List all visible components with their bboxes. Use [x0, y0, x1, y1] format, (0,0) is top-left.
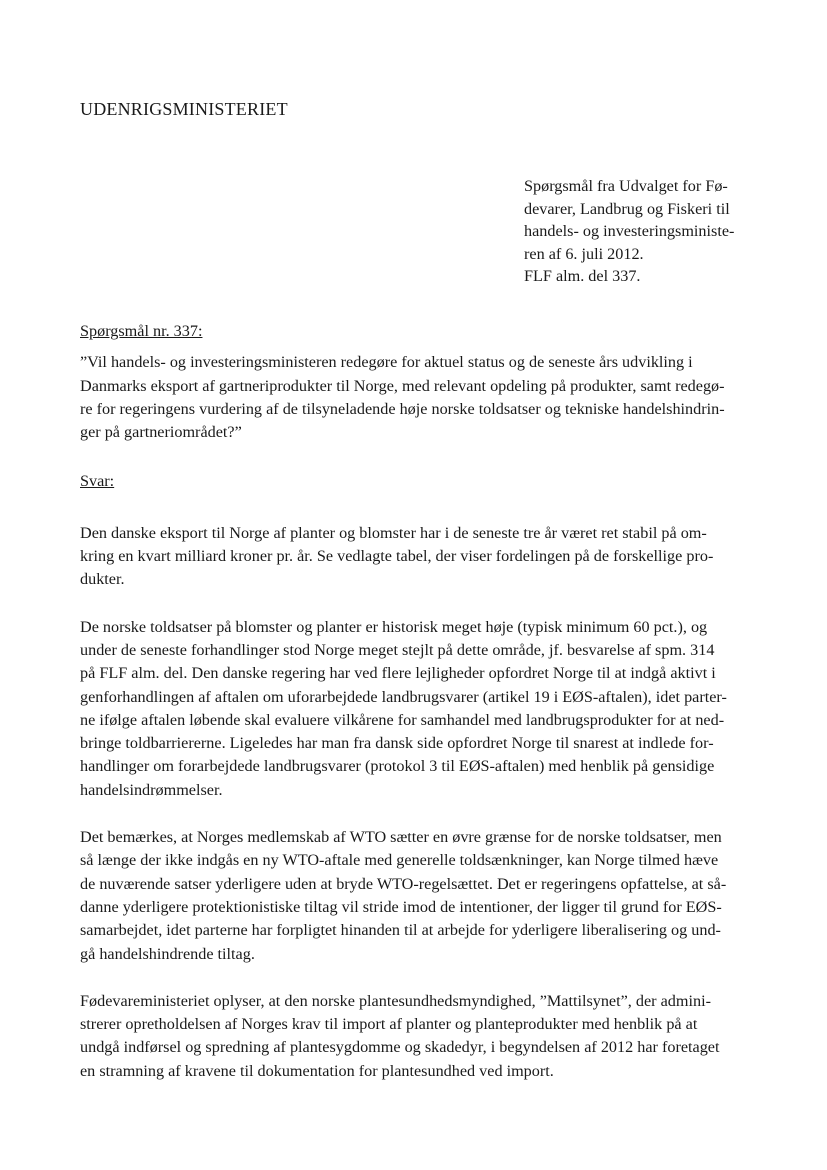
text-line: Danmarks eksport af gartneriprodukter til Norge, med relevant opdeling på produkter, samt redegø- [80, 376, 725, 395]
text-line: genforhandlingen af aftalen om uforarbejdede landbrugsvarer (artikel 19 i EØS-aftalen), idet parter- [80, 687, 727, 706]
text-line: undgå indførsel og spredning af plantesygdomme og skadedyr, i begyndelsen af 2012 har foretaget [80, 1038, 720, 1057]
text-line: bringe toldbarriererne. Ligeledes har man fra dansk side opfordret Norge til snarest at indlede for- [80, 734, 714, 753]
text-line: Det bemærkes, at Norges medlemskab af WTO sætter en øvre grænse for de norske toldsatser, men [80, 828, 722, 847]
reference-line: handels- og investeringsministe- [524, 222, 735, 240]
question-heading: Spørgsmål nr. 337: [80, 322, 203, 340]
answer-paragraph [80, 522, 750, 592]
reference-line: Spørgsmål fra Udvalget for Fø- [524, 177, 728, 195]
reference-block [524, 175, 764, 288]
reference-line: FLF alm. del 337. [524, 267, 641, 285]
text-line: kring en kvart milliard kroner pr. år. Se vedlagte tabel, der viser fordelingen på de forskellige pro- [80, 547, 714, 566]
text-line: De norske toldsatser på blomster og planter er historisk meget høje (typisk minimum 60 pct.), og [80, 617, 708, 636]
ministry-header: UDENRIGSMINISTERIET [80, 99, 288, 119]
text-line: ”Vil handels- og investeringsministeren redegøre for aktuel status og de seneste års udvikling i [80, 353, 693, 372]
text-line: strerer opretholdelsen af Norges krav til import af planter og planteprodukter med henblik på at [80, 1015, 698, 1034]
text-line: ger på gartneriområdet?” [80, 423, 242, 442]
text-line: samarbejdet, idet parterne har forpligtet hinanden til at arbejde for yderligere liberalisering og und- [80, 921, 721, 940]
text-line: en stramning af kravene til dokumentation for plantesundhed ved import. [80, 1061, 554, 1080]
text-line: danne yderligere protektionistiske tiltag vil stride imod de intentioner, der ligger til grund for EØS- [80, 897, 722, 916]
answer-paragraph [80, 826, 750, 966]
text-line: handlinger om forarbejdede landbrugsvarer (protokol 3 til EØS-aftalen) med henblik på gensidige [80, 757, 715, 776]
text-line: dukter. [80, 570, 125, 589]
question-text [80, 351, 750, 444]
text-line: ne ifølge aftalen løbende skal evaluere vilkårene for samhandel med landbrugsprodukter for at ned- [80, 710, 725, 729]
text-line: handelsindrømmelser. [80, 780, 223, 799]
reference-line: ren af 6. juli 2012. [524, 244, 644, 263]
answer-heading: Svar: [80, 472, 115, 491]
text-line: re for regeringens vurdering af de tilsyneladende høje norske toldsatser og tekniske handelshindrin- [80, 399, 725, 418]
text-line: de nuværende satser yderligere uden at bryde WTO-regelsættet. Det er regeringens opfattelse, at så- [80, 874, 727, 893]
reference-line: devarer, Landbrug og Fiskeri til [524, 199, 730, 218]
text-line: Den danske eksport til Norge af planter og blomster har i de seneste tre år været ret stabil på om- [80, 523, 707, 542]
text-line: gå handelshindrende tiltag. [80, 944, 255, 963]
document-body [80, 320, 750, 1083]
text-line: så længe der ikke indgås en ny WTO-aftale med generelle toldsænkninger, kan Norge tilmed hæve [80, 851, 719, 870]
answer-paragraph [80, 616, 750, 802]
text-line: på FLF alm. del. Den danske regering har ved flere lejligheder opfordret Norge til at indgå aktivt i [80, 664, 716, 683]
text-line: under de seneste forhandlinger stod Norge meget stejlt på dette område, jf. besvarelse af spm. 314 [80, 640, 715, 659]
answer-paragraph [80, 990, 750, 1083]
text-line: Fødevareministeriet oplyser, at den norske plantesundhedsmyndighed, ”Mattilsynet”, der admini- [80, 991, 711, 1010]
